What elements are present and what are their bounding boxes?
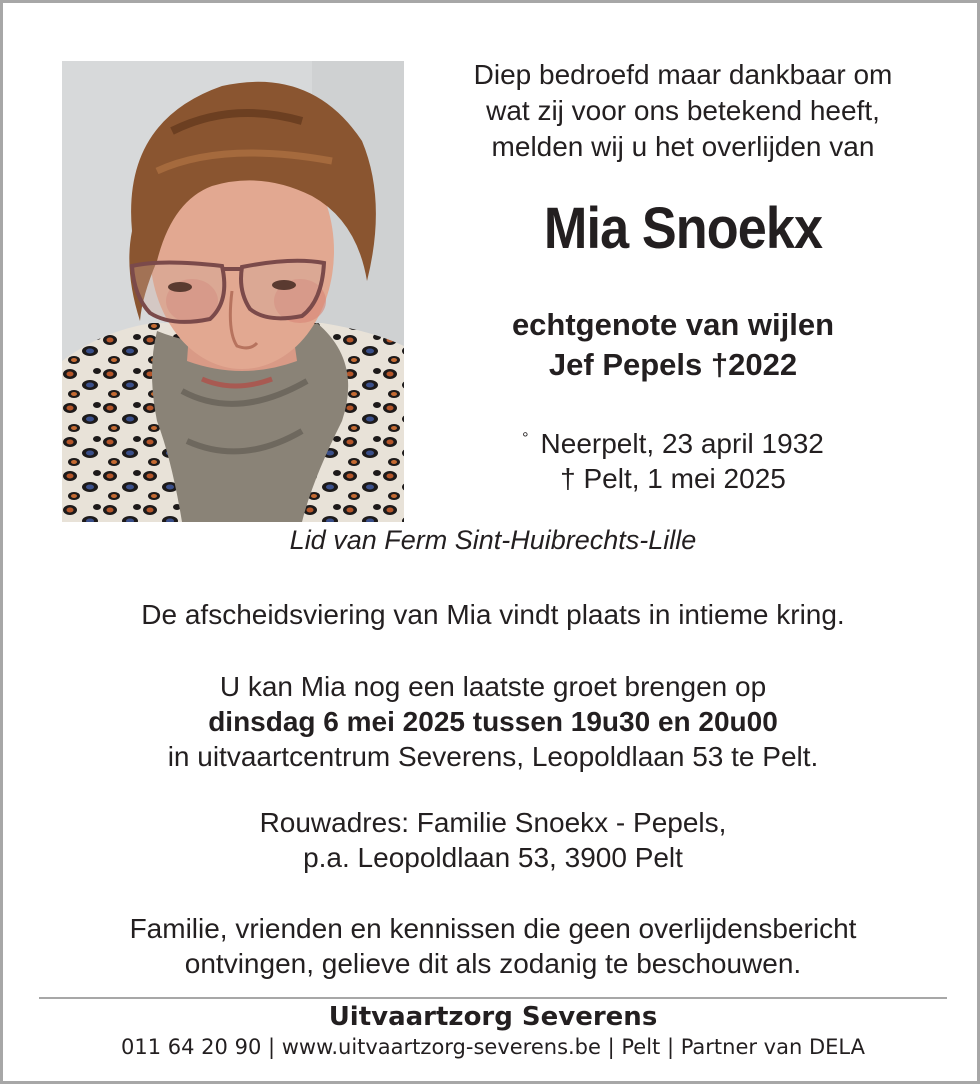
address-line: p.a. Leopoldlaan 53, 3900 Pelt	[303, 842, 683, 873]
notice-text	[3, 911, 980, 981]
visitation-line: U kan Mia nog een laatste groet brengen op	[219, 671, 767, 702]
notice-line: ontvingen, gelieve dit als zodanig te beschouwen.	[184, 948, 802, 979]
spouse-line: echtgenote van wijlen	[511, 307, 835, 342]
intro-line: wat zij voor ons betekend heeft,	[486, 95, 880, 126]
spouse-line: Jef Pepels †2022	[548, 347, 798, 382]
portrait-photo	[62, 61, 404, 522]
deceased-name: Mia Snoekx	[543, 196, 823, 261]
footer-divider	[39, 997, 947, 999]
intro-line: melden wij u het overlijden van	[491, 131, 875, 162]
visitation-text	[3, 669, 980, 774]
intro-text	[423, 57, 943, 165]
membership-text: Lid van Ferm Sint-Huibrechts-Lille	[289, 525, 697, 555]
birth-text: Neerpelt, 23 april 1932	[540, 428, 824, 459]
intro-line: Diep bedroefd maar dankbaar om	[473, 59, 893, 90]
birth-date	[423, 421, 923, 461]
ceremony-text	[3, 597, 980, 632]
funeral-firm-contact: 011 64 20 90 | www.uitvaartzorg-severens.be | Pelt | Partner van DELA	[121, 1035, 865, 1059]
address-text	[3, 805, 980, 875]
address-line: Rouwadres: Familie Snoekx - Pepels,	[259, 807, 727, 838]
ceremony-line: De afscheidsviering van Mia vindt plaats in intieme kring.	[141, 599, 845, 630]
visitation-location: in uitvaartcentrum Severens, Leopoldlaan 53 te Pelt.	[167, 741, 819, 772]
visitation-date: dinsdag 6 mei 2025 tussen 19u30 en 20u00	[208, 706, 778, 737]
funeral-firm-name: Uitvaartzorg Severens	[328, 1002, 658, 1032]
life-dates	[423, 421, 923, 496]
death-date: † Pelt, 1 mei 2025	[560, 463, 786, 494]
spouse-info	[423, 305, 923, 385]
birth-symbol: °	[522, 430, 529, 447]
notice-line: Familie, vrienden en kennissen die geen overlijdensbericht	[129, 913, 857, 944]
